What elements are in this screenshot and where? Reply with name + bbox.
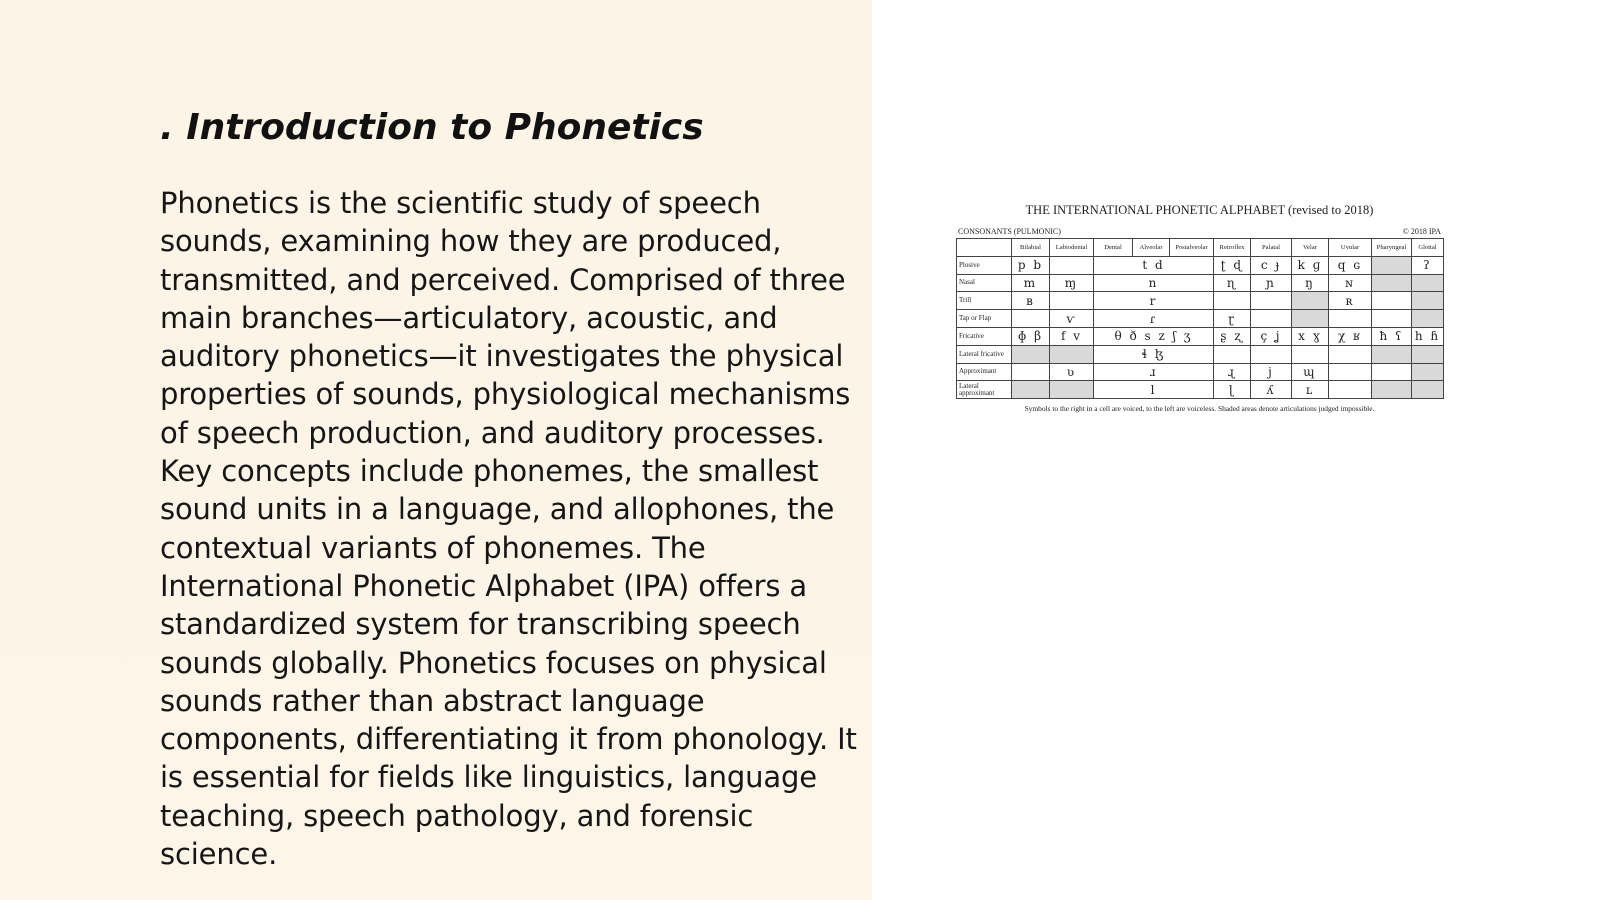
ipa-cell: ɽ (1214, 310, 1251, 328)
ipa-cell: ɴ (1329, 274, 1372, 292)
ipa-row-lateral-fricative (957, 345, 1444, 363)
ipa-cell-impossible (1412, 274, 1444, 292)
ipa-cell: θ ð s z ʃ ʒ (1094, 327, 1214, 345)
ipa-consonant-table (956, 238, 1444, 399)
ipa-col-header: Palatal (1251, 239, 1292, 257)
ipa-cell-impossible (1292, 310, 1329, 328)
ipa-cell: l (1094, 381, 1214, 399)
ipa-col-header: Postalveolar (1170, 239, 1214, 257)
ipa-cell-impossible (1372, 274, 1412, 292)
ipa-cell (1329, 363, 1372, 381)
ipa-cell: ɱ (1050, 274, 1094, 292)
ipa-col-header: Glottal (1412, 239, 1444, 257)
ipa-chart-subheader (956, 227, 1443, 237)
ipa-cell: ʂ ʐ (1214, 327, 1251, 345)
ipa-col-header: Velar (1292, 239, 1329, 257)
ipa-cell: χ ʁ (1329, 327, 1372, 345)
ipa-cell-impossible (1050, 345, 1094, 363)
ipa-cell: ɬ ɮ (1094, 345, 1214, 363)
ipa-col-header: Uvular (1329, 239, 1372, 257)
ipa-row-label: Approximant (957, 363, 1012, 381)
ipa-cell: ɹ (1094, 363, 1214, 381)
ipa-cell-impossible (1412, 310, 1444, 328)
ipa-cell: c ɟ (1251, 256, 1292, 274)
ipa-row-label: Lateral fricative (957, 345, 1012, 363)
ipa-cell (1012, 310, 1050, 328)
ipa-col-header: Labiodental (1050, 239, 1094, 257)
ipa-cell (1372, 363, 1412, 381)
ipa-section-label: CONSONANTS (PULMONIC) (958, 227, 1061, 236)
ipa-row-fricative (957, 327, 1444, 345)
ipa-cell: ʋ (1050, 363, 1094, 381)
ipa-cell (1050, 256, 1094, 274)
ipa-row-tap-flap (957, 310, 1444, 328)
ipa-cell: ħ ʕ (1372, 327, 1412, 345)
slide-body-text: Phonetics is the scientific study of speech sounds, examining how they are produced, transmitted, and perceived. Comprised of three main branches—articulatory, acoustic, and auditory phonetics—it investigates the physical properties of sounds, physiological mechanisms of speech production, and auditory processes. Key concepts include phonemes, the smallest sound units in a language, and allophones, the contextual variants of phonemes. The International Phonetic Alphabet (IPA) offers a standardized system for transcribing speech sounds globally. Phonetics focuses on physical sounds rather than abstract language components, differentiating it from phonology. It is essential for fields like linguistics, language teaching, speech pathology, and forensic science. (160, 186, 857, 872)
ipa-col-header: Pharyngeal (1372, 239, 1412, 257)
ipa-cell (1050, 292, 1094, 310)
ipa-cell: ɸ β (1012, 327, 1050, 345)
ipa-row-plosive (957, 256, 1444, 274)
ipa-cell: q ɢ (1329, 256, 1372, 274)
ipa-cell: p b (1012, 256, 1050, 274)
ipa-col-header: Bilabial (1012, 239, 1050, 257)
ipa-cell-impossible (1372, 381, 1412, 399)
ipa-cell (1251, 310, 1292, 328)
ipa-cell-impossible (1412, 345, 1444, 363)
ipa-cell: ʔ (1412, 256, 1444, 274)
ipa-row-label: Nasal (957, 274, 1012, 292)
ipa-cell: n (1094, 274, 1214, 292)
ipa-cell-impossible (1050, 381, 1094, 399)
ipa-col-header: Dental (1094, 239, 1133, 257)
ipa-cell: ɰ (1292, 363, 1329, 381)
ipa-cell: f v (1050, 327, 1094, 345)
ipa-cell: ç ʝ (1251, 327, 1292, 345)
ipa-cell: ɭ (1214, 381, 1251, 399)
ipa-cell: ʈ ɖ (1214, 256, 1251, 274)
ipa-cell: x ɣ (1292, 327, 1329, 345)
ipa-cell (1372, 292, 1412, 310)
ipa-cell (1372, 310, 1412, 328)
ipa-cell: ʙ (1012, 292, 1050, 310)
ipa-cell (1329, 345, 1372, 363)
ipa-cell-impossible (1372, 256, 1412, 274)
ipa-cell-impossible (1412, 363, 1444, 381)
ipa-cell: ɳ (1214, 274, 1251, 292)
ipa-cell: m (1012, 274, 1050, 292)
ipa-row-label: Tap or Flap (957, 310, 1012, 328)
ipa-cell-impossible (1292, 292, 1329, 310)
ipa-cell-impossible (1012, 345, 1050, 363)
ipa-header-row (957, 239, 1444, 257)
ipa-cell (1214, 345, 1251, 363)
ipa-cell (1012, 363, 1050, 381)
slide-title: . Introduction to Phonetics (160, 107, 704, 148)
ipa-cell: ʎ (1251, 381, 1292, 399)
ipa-row-label: Trill (957, 292, 1012, 310)
ipa-cell: ʀ (1329, 292, 1372, 310)
ipa-chart-caption: Symbols to the right in a cell are voiced, to the left are voiceless. Shaded areas denote articulations judged impossible. (1024, 404, 1375, 413)
ipa-cell (1329, 310, 1372, 328)
ipa-cell (1329, 381, 1372, 399)
ipa-row-label: Plosive (957, 256, 1012, 274)
ipa-cell (1251, 292, 1292, 310)
ipa-col-header: Alveolar (1133, 239, 1170, 257)
ipa-cell: ɻ (1214, 363, 1251, 381)
ipa-cell-impossible (1412, 292, 1444, 310)
ipa-col-header: Retroflex (1214, 239, 1251, 257)
ipa-cell: r (1094, 292, 1214, 310)
ipa-cell (1251, 345, 1292, 363)
ipa-cell: ɲ (1251, 274, 1292, 292)
ipa-cell: t d (1094, 256, 1214, 274)
ipa-cell-impossible (1412, 381, 1444, 399)
ipa-cell (1292, 345, 1329, 363)
ipa-corner-cell (957, 239, 1012, 257)
ipa-cell: ɾ (1094, 310, 1214, 328)
ipa-chart-image (956, 202, 1443, 420)
ipa-row-trill (957, 292, 1444, 310)
ipa-row-lateral-approximant (957, 381, 1444, 399)
ipa-cell: j (1251, 363, 1292, 381)
ipa-cell: ʟ (1292, 381, 1329, 399)
ipa-cell: ŋ (1292, 274, 1329, 292)
ipa-cell (1214, 292, 1251, 310)
ipa-row-nasal (957, 274, 1444, 292)
ipa-cell-impossible (1372, 345, 1412, 363)
ipa-row-approximant (957, 363, 1444, 381)
ipa-cell: k ɡ (1292, 256, 1329, 274)
ipa-cell: h ɦ (1412, 327, 1444, 345)
ipa-row-label: Fricative (957, 327, 1012, 345)
ipa-cell-impossible (1012, 381, 1050, 399)
ipa-chart-title: THE INTERNATIONAL PHONETIC ALPHABET (revised to 2018) (1025, 203, 1374, 217)
ipa-cell: ⱱ (1050, 310, 1094, 328)
ipa-row-label: Lateral approximant (957, 381, 1012, 399)
ipa-copyright: © 2018 IPA (1402, 227, 1441, 236)
